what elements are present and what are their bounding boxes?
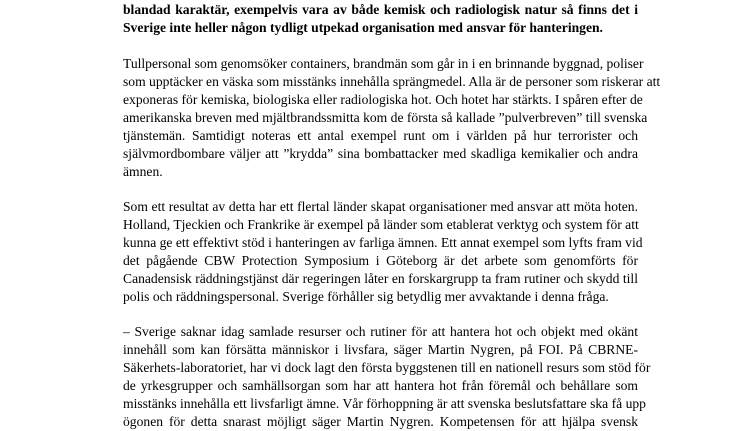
paragraph1-line: Tullpersonal som genomsöker containers, brandmän som går in i en brinnande byggnad, poliser bbox=[123, 56, 644, 71]
paragraph2-line: Canadensisk räddningstjänst där regeringen låter en forskargrupp ta fram rutiner och skydd till bbox=[123, 271, 638, 286]
paragraph1-line: självmordbombare väljer att ”krydda” sina bombattacker med skadliga kemikalier och andra bbox=[123, 146, 638, 161]
intro-line: blandad karaktär, exempelvis vara av både kemisk och radiologisk natur så finns det i bbox=[123, 2, 638, 17]
paragraph3-line: misstänks innehålla ett livsfarligt ämne. Vår förhoppning är att svenska beslutsfattare ska få upp bbox=[123, 396, 646, 411]
paragraph3-line: – Sverige saknar idag samlade resurser och rutiner för att hantera hot och objekt med okänt bbox=[123, 324, 638, 339]
paragraph1-line: exponeras för kemiska, biologiska eller radiologiska hot. Och hotet har stärkts. I spåren efter de bbox=[123, 92, 643, 107]
paragraph1-line: tjänstemän. Samtidigt noteras ett antal exempel runt om i världen på hur terrorister och bbox=[123, 128, 638, 143]
paragraph1-line: amerikanska breven med mjältbrandssmitta kom de första så kallade ”pulverbreven” till svenska bbox=[123, 110, 648, 125]
intro-line: Sverige inte heller någon tydligt utpekad organisation med ansvar för hanteringen. bbox=[123, 20, 603, 35]
paragraph3-line: innehåll som kan försätta människor i livsfara, säger Martin Nygren, på FOI. På CBRNE- bbox=[123, 342, 638, 357]
paragraph2-line: kunna ge ett effektivt stöd i hanteringen av farliga ämnen. Ett annat exempel som lyfts fram vid bbox=[123, 235, 643, 250]
paragraph2-line: Holland, Tjeckien och Frankrike är exempel på länder som etablerat verktyg och system för att bbox=[123, 217, 639, 232]
paragraph1-line: som upptäcker en väska som misstänks innehålla sprängmedel. Alla är de personer som riskerar att bbox=[123, 74, 661, 89]
paragraph2-line: polis och räddningspersonal. Sverige förhåller sig betydlig mer avvaktande i denna fråga. bbox=[123, 289, 609, 304]
paragraph3-line: Säkerhets-laboratoriet, har vi dock lagt den första byggstenen till en nationell resurs som stöd för bbox=[123, 360, 651, 375]
paragraph3-line: ögonen för detta snarast möjligt säger Martin Nygren. Kompetensen för att hjälpa svensk bbox=[123, 414, 638, 429]
paragraph2-line: Som ett resultat av detta har ett flertal länder skapat organisationer med ansvar att möta hoten. bbox=[123, 199, 638, 214]
paragraph1-line: ämnen. bbox=[123, 164, 163, 179]
paragraph3-line: de yrkesgrupper och samhällsorgan som har att hantera hot från föremål och behållare som bbox=[123, 378, 638, 393]
paragraph2-line: det pågående CBW Protection Symposium i Göteborg är det arbete som genomförts för bbox=[123, 253, 638, 268]
